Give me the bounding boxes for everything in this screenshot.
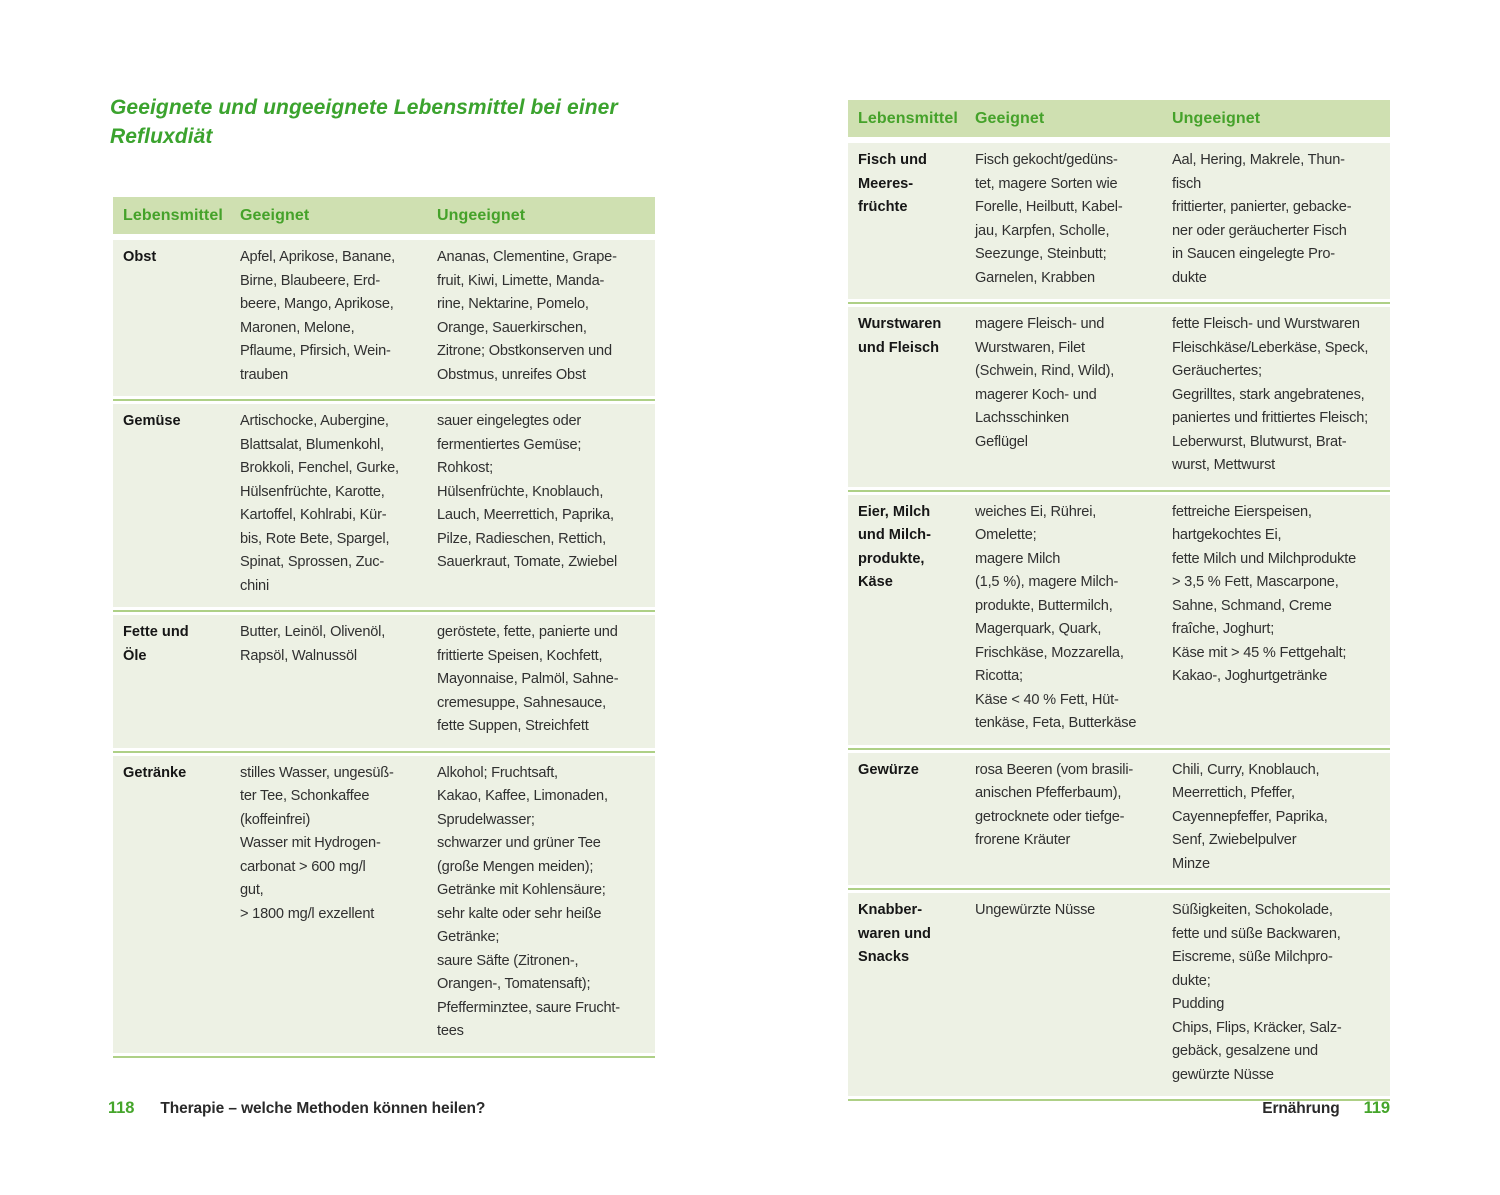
text-line: Pilze, Radieschen, Rettich, xyxy=(437,530,606,547)
text-line: Fleischkäse/Leberkäse, Speck, xyxy=(1172,339,1369,356)
row-divider xyxy=(848,490,1390,492)
text-line: Fette und xyxy=(123,624,189,640)
text-line: und Milch- xyxy=(858,527,931,543)
text-line: Senf, Zwiebelpulver xyxy=(1172,832,1297,848)
text-line: Apfel, Aprikose, Banane, xyxy=(240,249,396,265)
text-line: Geräuchertes; xyxy=(1172,363,1262,379)
text-line: Sauerkraut, Tomate, Zwiebel xyxy=(437,554,618,570)
text-line: Minze xyxy=(1172,855,1210,872)
text-line: Frischkäse, Mozzarella, xyxy=(975,644,1124,661)
row-divider xyxy=(848,302,1390,304)
suitable-cell xyxy=(975,501,1172,736)
text-line: getrocknete oder tiefge- xyxy=(975,808,1125,825)
text-line: Ananas, Clementine, Grape- xyxy=(437,249,617,265)
chapter-title-right: Ernährung xyxy=(1262,1100,1340,1117)
text-line: Fisch und xyxy=(858,152,927,168)
text-line: Zitrone; Obstkonserven und xyxy=(437,343,612,359)
text-line: Ungewürzte Nüsse xyxy=(975,902,1096,918)
text-line: Alkohol; Fruchtsaft, xyxy=(437,764,558,781)
text-line: Cayennepfeffer, Paprika, xyxy=(1172,808,1328,825)
text-line: Magerquark, Quark, xyxy=(975,621,1102,637)
text-line: bis, Rote Bete, Spargel, xyxy=(240,530,390,547)
text-line: ter Tee, Schonkaffee xyxy=(240,788,370,804)
text-line: Meeres- xyxy=(858,175,914,192)
text-line: Kartoffel, Kohlrabi, Kür- xyxy=(240,507,387,523)
text-line: dukte; xyxy=(1172,972,1211,989)
text-line: Butter, Leinöl, Olivenöl, xyxy=(240,624,386,640)
text-line: (große Mengen meiden); xyxy=(437,858,594,875)
text-line: hartgekochtes Ei, xyxy=(1172,527,1282,543)
text-line: Eier, Milch xyxy=(858,503,931,520)
suitable-cell xyxy=(975,759,1172,877)
text-line: Rapsöl, Walnussöl xyxy=(240,647,357,664)
text-line: früchte xyxy=(858,199,908,215)
text-line: > 3,5 % Fett, Mascarpone, xyxy=(1172,574,1339,590)
text-line: jau, Karpfen, Scholle, xyxy=(975,222,1110,239)
text-line: gewürzte Nüsse xyxy=(1172,1066,1274,1083)
text-line: Pflaume, Pfirsich, Wein- xyxy=(240,343,391,359)
text-line: fette Milch und Milchprodukte xyxy=(1172,550,1357,567)
suitable-cell xyxy=(975,899,1172,1087)
text-line: Orangen-, Tomatensaft); xyxy=(437,976,591,992)
text-line: > 1800 mg/l exzellent xyxy=(240,905,375,922)
text-line: cremesuppe, Sahnesauce, xyxy=(437,694,607,711)
suitable-cell xyxy=(240,410,437,598)
text-line: weiches Ei, Rührei, xyxy=(975,503,1097,520)
text-line: wurst, Mettwurst xyxy=(1172,457,1276,473)
text-line: magere Milch xyxy=(975,550,1061,567)
text-line: Wurstwaren xyxy=(858,316,942,332)
food-table-right xyxy=(848,100,1390,1104)
chapter-title-left: Therapie – welche Methoden können heilen? xyxy=(160,1100,486,1117)
text-line: Orange, Sauerkirschen, xyxy=(437,319,587,336)
text-line: Refluxdiät xyxy=(110,125,213,148)
text-line: Obst xyxy=(123,249,157,265)
text-line: Birne, Blaubeere, Erd- xyxy=(240,272,380,289)
text-line: Geeignete und ungeeignete Lebensmittel bei einer xyxy=(110,96,618,119)
text-line: Eiscreme, süße Milchpro- xyxy=(1172,949,1333,965)
column-header-lebensmittel: Lebensmittel xyxy=(858,109,958,127)
text-line: (1,5 %), magere Milch- xyxy=(975,574,1119,590)
text-line: Geflügel xyxy=(975,433,1028,450)
suitable-cell xyxy=(240,762,437,1044)
text-line: Obstmus, unreifes Obst xyxy=(437,366,586,383)
suitable-cell xyxy=(240,621,437,739)
row-divider xyxy=(113,610,655,612)
text-line: carbonat > 600 mg/l xyxy=(240,858,366,875)
text-line: frittierter, panierter, gebacke- xyxy=(1172,199,1352,215)
text-line: Kakao, Kaffee, Limonaden, xyxy=(437,788,608,804)
text-line: (koffeinfrei) xyxy=(240,811,311,828)
text-line: fisch xyxy=(1172,175,1202,192)
text-line: gut, xyxy=(240,882,264,898)
text-line: Wasser mit Hydrogen- xyxy=(240,835,381,851)
page-number-right: 119 xyxy=(1363,1099,1390,1117)
text-line: fraîche, Joghurt; xyxy=(1172,621,1275,637)
text-line: Pudding xyxy=(1172,996,1225,1012)
text-line: rosa Beeren (vom brasili- xyxy=(975,761,1134,778)
table-row-fette-oele xyxy=(113,615,655,748)
category-cell xyxy=(858,313,975,478)
text-line: magerer Koch- und xyxy=(975,386,1097,403)
text-line: Snacks xyxy=(858,949,910,965)
text-line: Knabber- xyxy=(858,902,923,918)
unsuitable-cell xyxy=(437,246,649,387)
text-line: fette Fleisch- und Wurstwaren xyxy=(1172,316,1360,332)
section-title xyxy=(110,93,618,151)
text-line: Getränke xyxy=(123,764,187,781)
text-line: Rohkost; xyxy=(437,460,493,476)
text-line: Lachsschinken xyxy=(975,410,1069,426)
text-line: fermentiertes Gemüse; xyxy=(437,436,582,453)
text-line: fettreiche Eierspeisen, xyxy=(1172,503,1312,520)
category-cell xyxy=(123,246,240,387)
text-line: Brokkoli, Fenchel, Gurke, xyxy=(240,460,399,476)
text-line: Getränke mit Kohlensäure; xyxy=(437,882,606,898)
text-line: Wurstwaren, Filet xyxy=(975,339,1085,356)
category-cell xyxy=(123,762,240,1044)
table-row-fisch xyxy=(848,143,1390,299)
table-row-knabberwaren xyxy=(848,893,1390,1096)
text-line: Sprudelwasser; xyxy=(437,811,535,828)
row-divider xyxy=(848,888,1390,890)
text-line: paniertes und frittiertes Fleisch; xyxy=(1172,410,1368,426)
text-line: Gewürze xyxy=(858,761,919,778)
text-line: produkte, xyxy=(858,550,925,567)
text-line: Käse xyxy=(858,574,893,590)
text-line: stilles Wasser, ungesüß- xyxy=(240,764,394,781)
text-line: in Saucen eingelegte Pro- xyxy=(1172,246,1335,262)
table-row-getraenke xyxy=(113,756,655,1053)
text-line: fette Suppen, Streichfett xyxy=(437,718,589,734)
unsuitable-cell xyxy=(1172,313,1384,478)
text-line: frorene Kräuter xyxy=(975,832,1071,848)
text-line: fette und süße Backwaren, xyxy=(1172,925,1341,942)
column-header-ungeeignet: Ungeeignet xyxy=(437,206,526,224)
text-line: Maronen, Melone, xyxy=(240,319,355,336)
text-line: Öle xyxy=(123,647,147,664)
table-header xyxy=(113,197,655,234)
text-line: tet, magere Sorten wie xyxy=(975,175,1118,192)
table-row-wurstwaren xyxy=(848,307,1390,487)
unsuitable-cell xyxy=(437,762,649,1044)
column-header-geeignet: Geeignet xyxy=(975,109,1045,127)
text-line: Fisch gekocht/gedüns- xyxy=(975,152,1118,168)
text-line: Hülsenfrüchte, Knoblauch, xyxy=(437,483,604,500)
text-line: trauben xyxy=(240,366,289,383)
food-table-left xyxy=(113,197,655,1061)
category-cell xyxy=(123,621,240,739)
category-cell xyxy=(858,759,975,877)
text-line: Aal, Hering, Makrele, Thun- xyxy=(1172,152,1345,168)
text-line: Getränke; xyxy=(437,929,500,945)
table-bottom-rule xyxy=(113,1056,655,1058)
text-line: dukte xyxy=(1172,269,1207,286)
unsuitable-cell xyxy=(1172,759,1384,877)
text-line: Kakao-, Joghurtgetränke xyxy=(1172,668,1328,684)
unsuitable-cell xyxy=(437,410,649,598)
category-cell xyxy=(123,410,240,598)
text-line: Gemüse xyxy=(123,413,181,429)
text-line: Meerrettich, Pfeffer, xyxy=(1172,785,1295,801)
table-row-eier-milch xyxy=(848,495,1390,745)
row-divider xyxy=(113,751,655,753)
text-line: Blattsalat, Blumenkohl, xyxy=(240,436,384,453)
page-number-left: 118 xyxy=(108,1099,135,1117)
text-line: Mayonnaise, Palmöl, Sahne- xyxy=(437,671,619,687)
text-line: Gegrilltes, stark angebratenes, xyxy=(1172,386,1365,403)
text-line: Leberwurst, Blutwurst, Brat- xyxy=(1172,433,1347,450)
text-line: waren und xyxy=(858,925,931,942)
suitable-cell xyxy=(975,149,1172,290)
text-line: gebäck, gesalzene und xyxy=(1172,1043,1318,1059)
text-line: schwarzer und grüner Tee xyxy=(437,835,601,851)
text-line: Pfefferminztee, saure Frucht- xyxy=(437,999,620,1016)
column-header-ungeeignet: Ungeeignet xyxy=(1172,109,1261,127)
row-divider xyxy=(113,399,655,401)
text-line: Chips, Flips, Kräcker, Salz- xyxy=(1172,1019,1342,1036)
suitable-cell xyxy=(240,246,437,387)
text-line: Hülsenfrüchte, Karotte, xyxy=(240,483,385,500)
column-header-geeignet: Geeignet xyxy=(240,206,310,224)
text-line: Seezunge, Steinbutt; xyxy=(975,246,1107,262)
table-row-gewuerze xyxy=(848,753,1390,886)
text-line: tenkäse, Feta, Butterkäse xyxy=(975,715,1137,731)
text-line: sauer eingelegtes oder xyxy=(437,413,582,429)
text-line: tees xyxy=(437,1023,464,1039)
text-line: und Fleisch xyxy=(858,339,940,356)
text-line: geröstete, fette, panierte und xyxy=(437,624,618,640)
category-cell xyxy=(858,149,975,290)
table-header xyxy=(848,100,1390,137)
footer-left xyxy=(108,1099,485,1118)
text-line: sehr kalte oder sehr heiße xyxy=(437,905,602,922)
unsuitable-cell xyxy=(1172,899,1384,1087)
text-line: saure Säfte (Zitronen-, xyxy=(437,952,579,969)
text-line: Forelle, Heilbutt, Kabel- xyxy=(975,199,1123,215)
unsuitable-cell xyxy=(1172,149,1384,290)
category-cell xyxy=(858,899,975,1087)
row-divider xyxy=(848,748,1390,750)
text-line: chini xyxy=(240,577,270,594)
text-line: Süßigkeiten, Schokolade, xyxy=(1172,902,1333,918)
text-line: rine, Nektarine, Pomelo, xyxy=(437,296,589,312)
text-line: anischen Pfefferbaum), xyxy=(975,785,1122,801)
text-line: Omelette; xyxy=(975,527,1037,543)
text-line: (Schwein, Rind, Wild), xyxy=(975,363,1115,379)
text-line: frittierte Speisen, Kochfett, xyxy=(437,647,603,664)
text-line: Artischocke, Aubergine, xyxy=(240,413,389,429)
text-line: Garnelen, Krabben xyxy=(975,269,1095,286)
text-line: ner oder geräucherter Fisch xyxy=(1172,222,1347,239)
text-line: Sahne, Schmand, Creme xyxy=(1172,597,1332,614)
category-cell xyxy=(858,501,975,736)
text-line: Käse < 40 % Fett, Hüt- xyxy=(975,691,1119,708)
table-row-gemuese xyxy=(113,404,655,607)
text-line: Chili, Curry, Knoblauch, xyxy=(1172,761,1320,778)
text-line: fruit, Kiwi, Limette, Manda- xyxy=(437,272,605,289)
text-line: produkte, Buttermilch, xyxy=(975,597,1113,614)
text-line: Spinat, Sprossen, Zuc- xyxy=(240,554,385,570)
unsuitable-cell xyxy=(437,621,649,739)
text-line: Käse mit > 45 % Fettgehalt; xyxy=(1172,644,1347,661)
footer-right xyxy=(848,1099,1390,1118)
column-header-lebensmittel: Lebensmittel xyxy=(123,206,223,224)
text-line: magere Fleisch- und xyxy=(975,316,1105,332)
text-line: Ricotta; xyxy=(975,668,1023,684)
table-row-obst xyxy=(113,240,655,396)
text-line: beere, Mango, Aprikose, xyxy=(240,296,394,312)
unsuitable-cell xyxy=(1172,501,1384,736)
text-line: Lauch, Meerrettich, Paprika, xyxy=(437,507,614,523)
suitable-cell xyxy=(975,313,1172,478)
